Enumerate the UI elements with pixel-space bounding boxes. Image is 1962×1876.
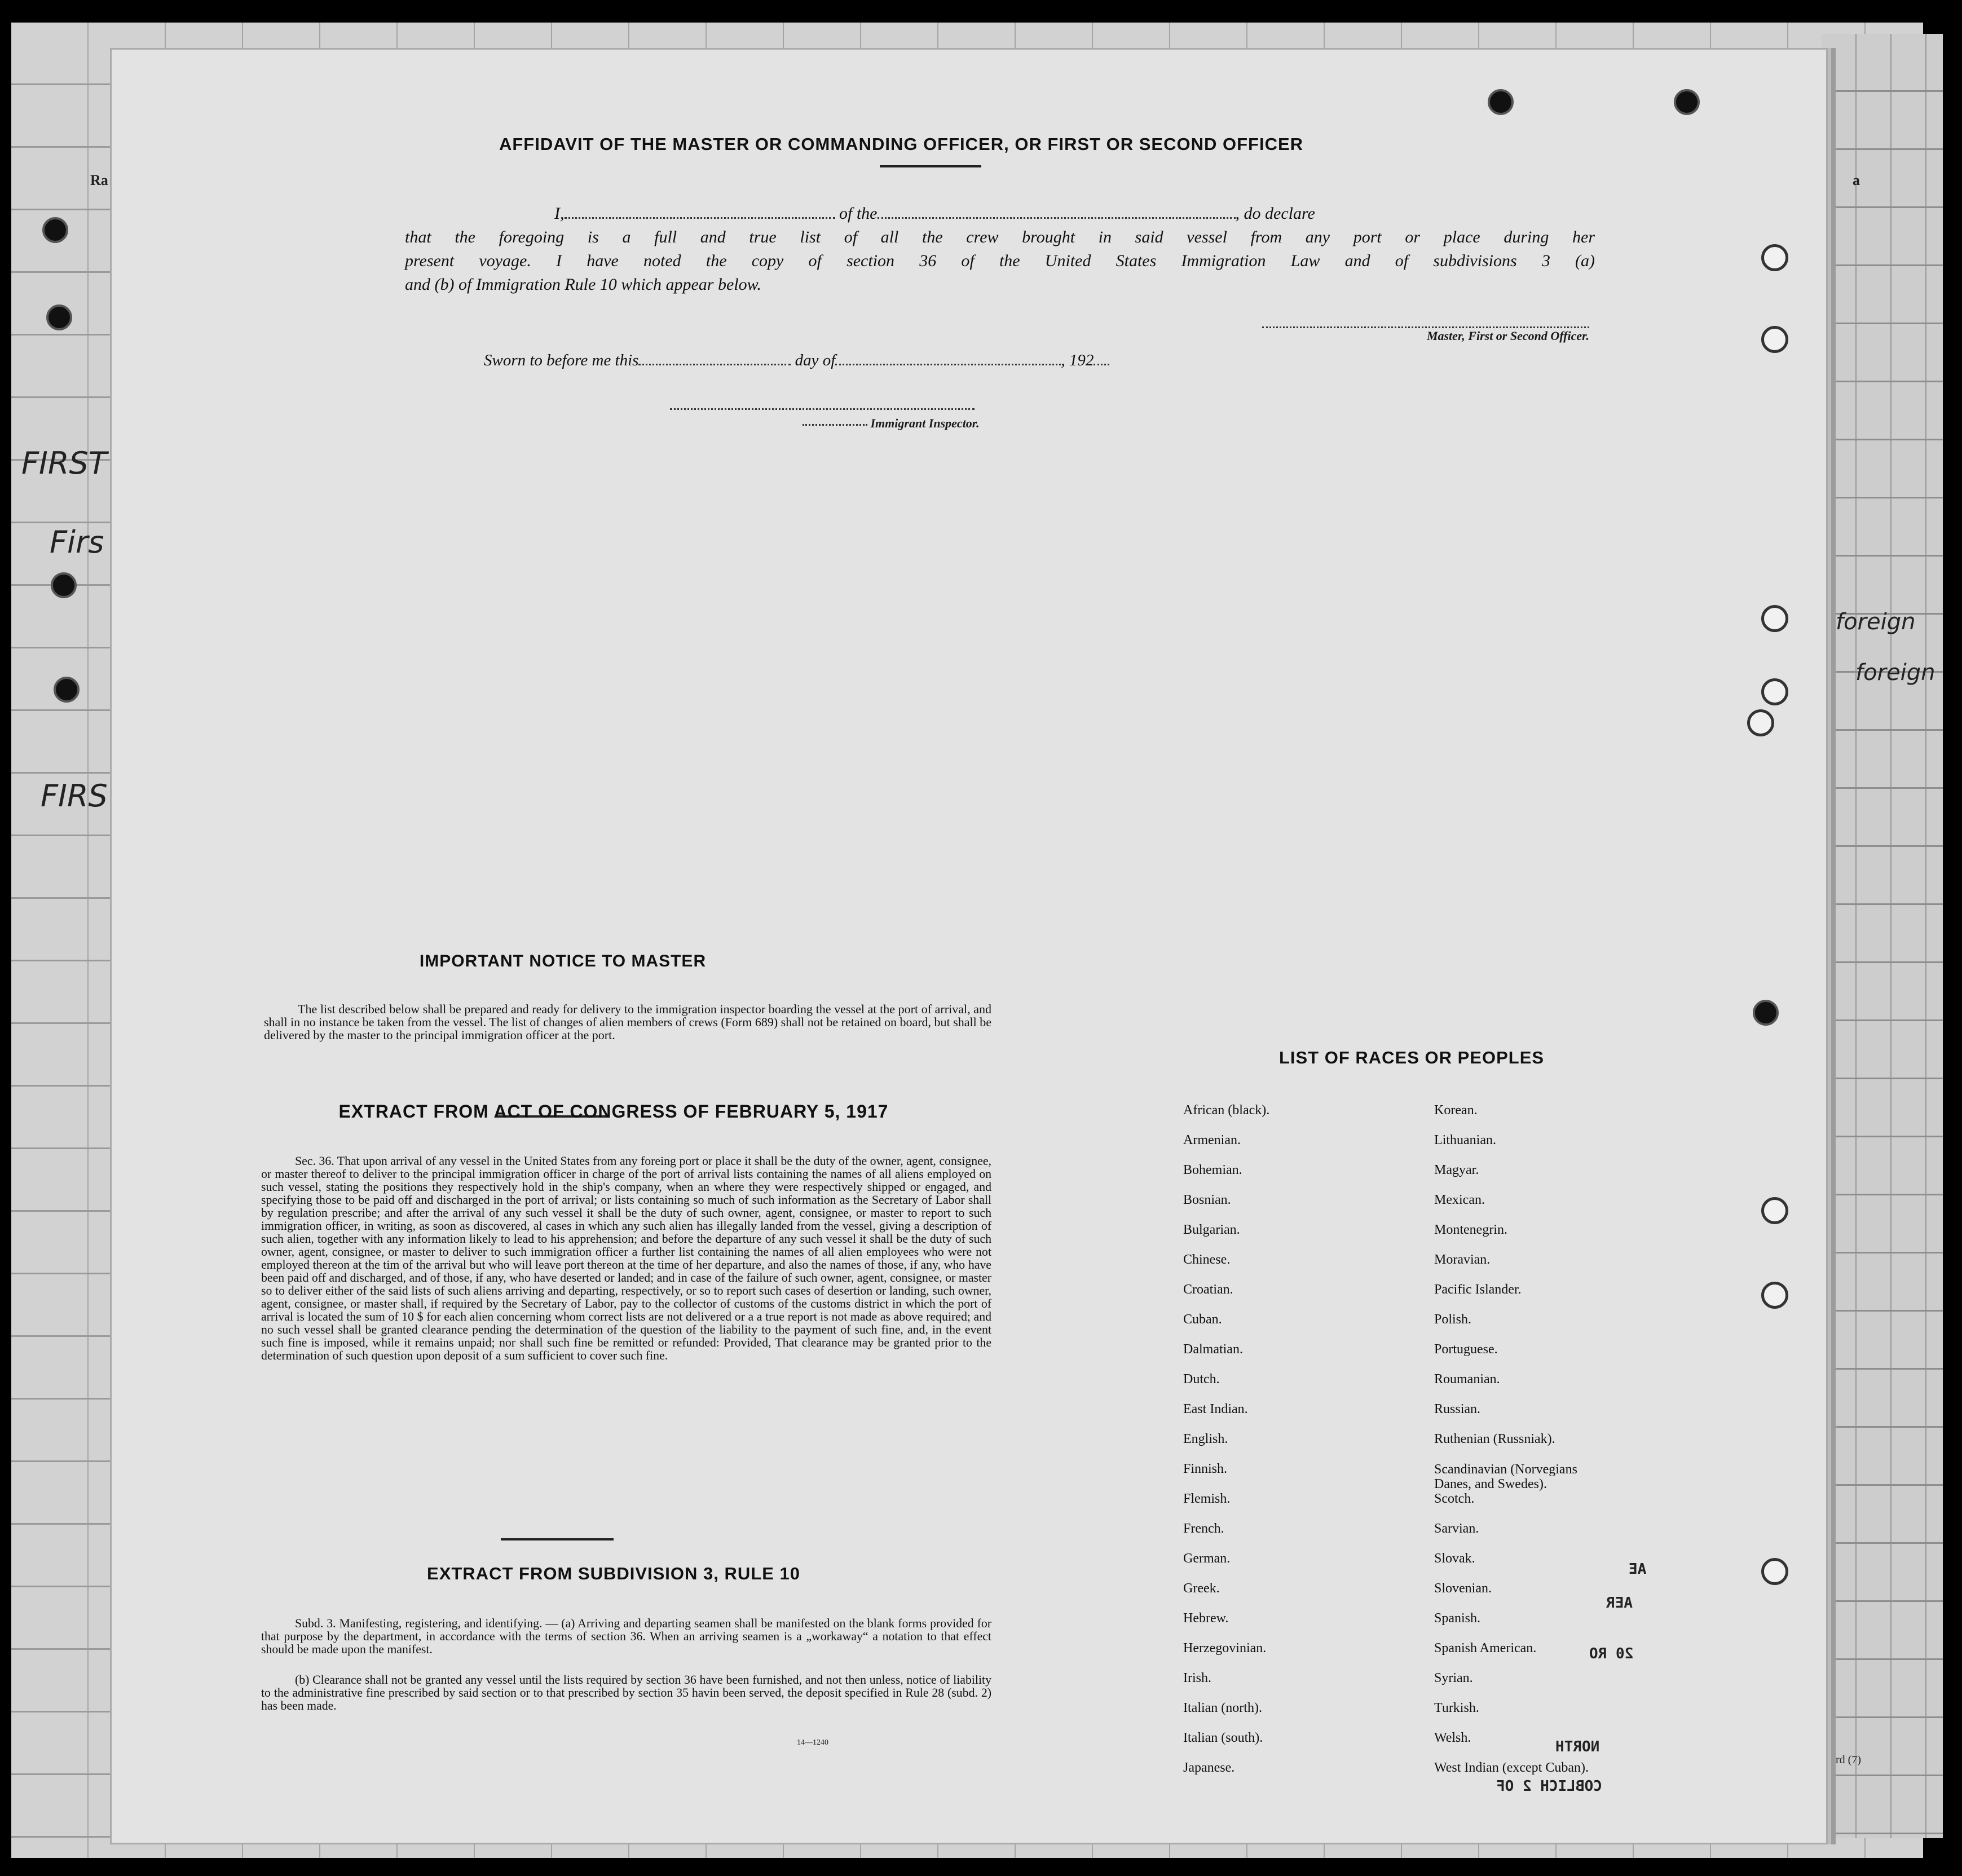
race-item: French. bbox=[1183, 1521, 1224, 1536]
binder-hole bbox=[1761, 244, 1788, 271]
race-item: Montenegrin. bbox=[1434, 1222, 1507, 1237]
race-item: Syrian. bbox=[1434, 1671, 1473, 1685]
race-item: Ruthenian (Russniak). bbox=[1434, 1432, 1555, 1446]
race-item: Sarvian. bbox=[1434, 1521, 1479, 1536]
master-signature-line bbox=[1262, 326, 1589, 328]
race-item: Bulgarian. bbox=[1183, 1222, 1240, 1237]
race-item: Bosnian. bbox=[1183, 1193, 1231, 1207]
race-item: Chinese. bbox=[1183, 1252, 1231, 1267]
blank-name-field bbox=[565, 217, 835, 219]
race-item: Japanese. bbox=[1183, 1760, 1235, 1775]
binder-hole bbox=[1674, 89, 1700, 115]
blank-day-field bbox=[638, 363, 791, 365]
race-item: German. bbox=[1183, 1551, 1231, 1566]
handwritten-note: foreign bbox=[1855, 660, 1935, 686]
race-item: Polish. bbox=[1434, 1312, 1472, 1327]
affidavit-i: I, bbox=[554, 204, 565, 223]
act-title: EXTRACT FROM ACT OF CONGRESS OF FEBRUARY 5, 1917 bbox=[338, 1101, 889, 1122]
race-item: Russian. bbox=[1434, 1402, 1481, 1416]
binder-hole bbox=[51, 572, 77, 598]
day-of-text: day of bbox=[795, 351, 836, 369]
affidavit-declare: , do declare bbox=[1235, 204, 1315, 223]
race-item: Irish. bbox=[1183, 1671, 1211, 1685]
handwritten-note: FIRS bbox=[41, 778, 108, 814]
rule-para-b: (b) Clearance shall not be granted any vessel until the lists required by section 36 have been furnished, and not then unless, notice of liability to the administrative fine prescribed by said section or to that prescribed by section 35 havin been served, the deposit specified in Rule 28 (subd. 2) has been made. bbox=[261, 1673, 991, 1712]
race-item: Welsh. bbox=[1434, 1731, 1471, 1745]
race-item: Turkish. bbox=[1434, 1701, 1479, 1715]
race-item: Scandinavian (Norvegians Danes, and Swedes). bbox=[1434, 1462, 1577, 1491]
race-item: Pacific Islander. bbox=[1434, 1282, 1522, 1297]
binder-hole bbox=[1488, 89, 1514, 115]
race-item: Scotch. bbox=[1434, 1491, 1475, 1506]
binder-hole bbox=[1761, 1282, 1788, 1309]
race-item: Moravian. bbox=[1434, 1252, 1491, 1267]
race-item: Spanish American. bbox=[1434, 1641, 1537, 1656]
binder-hole bbox=[1761, 605, 1788, 632]
margin-mark: rd (7) bbox=[1836, 1754, 1861, 1766]
races-right-column bbox=[1434, 1096, 1716, 1783]
race-item: Dutch. bbox=[1183, 1372, 1220, 1387]
race-item: African (black). bbox=[1183, 1103, 1270, 1118]
form-sheet bbox=[110, 48, 1828, 1844]
races-left-column bbox=[1183, 1096, 1420, 1783]
race-item: Spanish. bbox=[1434, 1611, 1481, 1626]
race-item: Korean. bbox=[1434, 1103, 1478, 1118]
race-item: Hebrew. bbox=[1183, 1611, 1229, 1626]
binder-hole bbox=[1761, 1197, 1788, 1224]
race-item: Mexican. bbox=[1434, 1193, 1485, 1207]
race-item: Magyar. bbox=[1434, 1163, 1479, 1177]
inspector-dots bbox=[803, 423, 867, 426]
race-item: Slovak. bbox=[1434, 1551, 1475, 1566]
divider bbox=[501, 1538, 614, 1540]
race-item: Italian (north). bbox=[1183, 1701, 1262, 1715]
race-item: English. bbox=[1183, 1432, 1228, 1446]
binder-hole bbox=[46, 304, 72, 330]
bleed-through-stamp: 20 RO bbox=[1589, 1645, 1634, 1662]
sworn-line bbox=[484, 348, 1330, 372]
race-item: Dalmatian. bbox=[1183, 1342, 1243, 1357]
affidavit-text-line: that the foregoing is a full and true list of all the crew brought in said vessel from any port or place during her bbox=[405, 228, 1595, 246]
notice-text: The list described below shall be prepared and ready for delivery to the immigration inspector boarding the vessel at the port of arrival, and shall in no instance be taken from the vessel. The list of changes of alien members of crews (Form 689) shall not be retained on board, but shall be delivered by the master to the principal immigration officer at the port. bbox=[264, 1002, 991, 1042]
notice-title: IMPORTANT NOTICE TO MASTER bbox=[419, 952, 707, 970]
affidavit-text-line: and (b) of Immigration Rule 10 which appear below. bbox=[405, 275, 761, 294]
race-item: Roumanian. bbox=[1434, 1372, 1500, 1387]
race-item: Cuban. bbox=[1183, 1312, 1222, 1327]
races-title: LIST OF RACES OR PEOPLES bbox=[1278, 1048, 1545, 1067]
race-item: Croatian. bbox=[1183, 1282, 1233, 1297]
handwritten-note: Firs bbox=[50, 524, 104, 560]
handwritten-note: foreign bbox=[1836, 609, 1916, 635]
bleed-through-stamp: NORTH bbox=[1555, 1738, 1600, 1755]
binder-hole bbox=[42, 217, 68, 243]
binder-hole bbox=[1761, 1558, 1788, 1585]
bleed-through-stamp: AER bbox=[1606, 1595, 1633, 1612]
race-item: Slovenian. bbox=[1434, 1581, 1492, 1596]
affidavit-title: AFFIDAVIT OF THE MASTER OR COMMANDING OFFICER, OR FIRST OR SECOND OFFICER bbox=[499, 134, 1304, 154]
binder-hole bbox=[1747, 709, 1774, 736]
sworn-text: Sworn to before me this bbox=[484, 351, 639, 369]
binder-hole bbox=[54, 677, 80, 703]
rule-para-a: Subd. 3. Manifesting, registering, and identifying. — (a) Arriving and departing seamen shall be manifested on the blank forms provided for that purpose by the department, in accordance with the terms of section 36. When an arriving seamen is a „workaway“ a notation to that effect should be made upon the manifest. bbox=[261, 1617, 991, 1656]
act-text: Sec. 36. That upon arrival of any vessel in the United States from any foreing port or place it shall be the duty of the owner, agent, consignee, or master thereof to deliver to the principal immigration officer in charge of the port of arrival lists containing the names of all aliens employed on such vessel, stating the positions they respectively hold in the ship's company, when an where they were respectively shipped or engaged, and specifying those to be paid off and discharged in the port of arrival; or lists containing so much of such information as the Secretary of Labor shall by regulation prescribe; and after the arrival of any such vessel it shall be the duty of such owner, agent, consignee, or master to report to such immigration officer, in writing, as soon as discovered, al cases in which any such alien has illegally landed from the vessel, giving a description of such alien, together with any information likely to lead to his apprehension; and before the departure of any such vessel it shall be the duty of such owner, agent, consignee, or master to deliver to such immigration officer a further list containing the names of all alien employees who were not employed thereon at the tim of the arrival but who will leave port thereon at the time of her departure, and also the names of those, if any, who have been paid off and discharged, and of those, if any, who have deserted or landed; and in case of the failure of such owner, agent, consignee, or master so to deliver either of the said lists of such aliens arriving and departing, respectively, or so to report such cases of desertion or landing, such owner, agent, consignee, or master shall, if required by the Secretary of Labor, pay to the collector of customs of the customs district in which the port of arrival is located the sum of 10 $ for each alien concerning whom correct lists are not delivered or a a true report is not made as above required; and no such vessel shall be granted clearance pending the determination of the question of the liability to the payment of such fine, and, in the event such fine is imposed, while it remains unpaid; nor shall such fine be remitted or refunded: Provided, That clearance may be granted prior to the determination of such question upon deposit of a sum sufficient to cover such fine. bbox=[261, 1154, 991, 1362]
binder-hole bbox=[1761, 326, 1788, 353]
master-signature-label: Master, First or Second Officer. bbox=[1426, 329, 1589, 343]
affidavit-text-line: present voyage. I have noted the copy of section 36 of the United States Immigration Law and of subdivisions 3 (a) bbox=[405, 251, 1595, 270]
bleed-through-stamp: AE bbox=[1629, 1561, 1647, 1578]
race-item: Finnish. bbox=[1183, 1462, 1228, 1476]
race-item: Portuguese. bbox=[1434, 1342, 1498, 1357]
year-prefix: , 192 bbox=[1061, 351, 1094, 369]
inspector-label bbox=[803, 416, 1141, 431]
inspector-signature-line bbox=[670, 408, 975, 410]
underlying-ledger-right-edge bbox=[1822, 34, 1943, 1838]
blank-year-field bbox=[1094, 363, 1109, 365]
handwritten-note: FIRST bbox=[21, 445, 107, 481]
race-item: Herzegovinian. bbox=[1183, 1641, 1267, 1656]
race-item: Italian (south). bbox=[1183, 1731, 1263, 1745]
bleed-through-stamp: COBLICH 2 OF bbox=[1496, 1778, 1602, 1795]
affidavit-declaration-line bbox=[405, 202, 1595, 226]
rule-title: EXTRACT FROM SUBDIVISION 3, RULE 10 bbox=[427, 1564, 800, 1583]
affidavit-of-the: of the bbox=[839, 204, 878, 223]
form-number: 14—1240 bbox=[797, 1738, 828, 1747]
race-item: Greek. bbox=[1183, 1581, 1220, 1596]
divider bbox=[880, 165, 981, 167]
margin-mark: Ra bbox=[90, 172, 108, 188]
binder-hole bbox=[1761, 678, 1788, 705]
race-item: Flemish. bbox=[1183, 1491, 1231, 1506]
binder-hole bbox=[1753, 1000, 1779, 1026]
blank-vessel-field bbox=[878, 217, 1236, 219]
race-item: Bohemian. bbox=[1183, 1163, 1242, 1177]
race-item: West Indian (except Cuban). bbox=[1434, 1760, 1589, 1775]
race-item: East Indian. bbox=[1183, 1402, 1248, 1416]
race-item: Armenian. bbox=[1183, 1133, 1241, 1147]
blank-month-field bbox=[835, 363, 1061, 365]
race-item: Lithuanian. bbox=[1434, 1133, 1496, 1147]
margin-mark: a bbox=[1853, 172, 1860, 188]
inspector-label-text: Immigrant Inspector. bbox=[870, 416, 980, 430]
